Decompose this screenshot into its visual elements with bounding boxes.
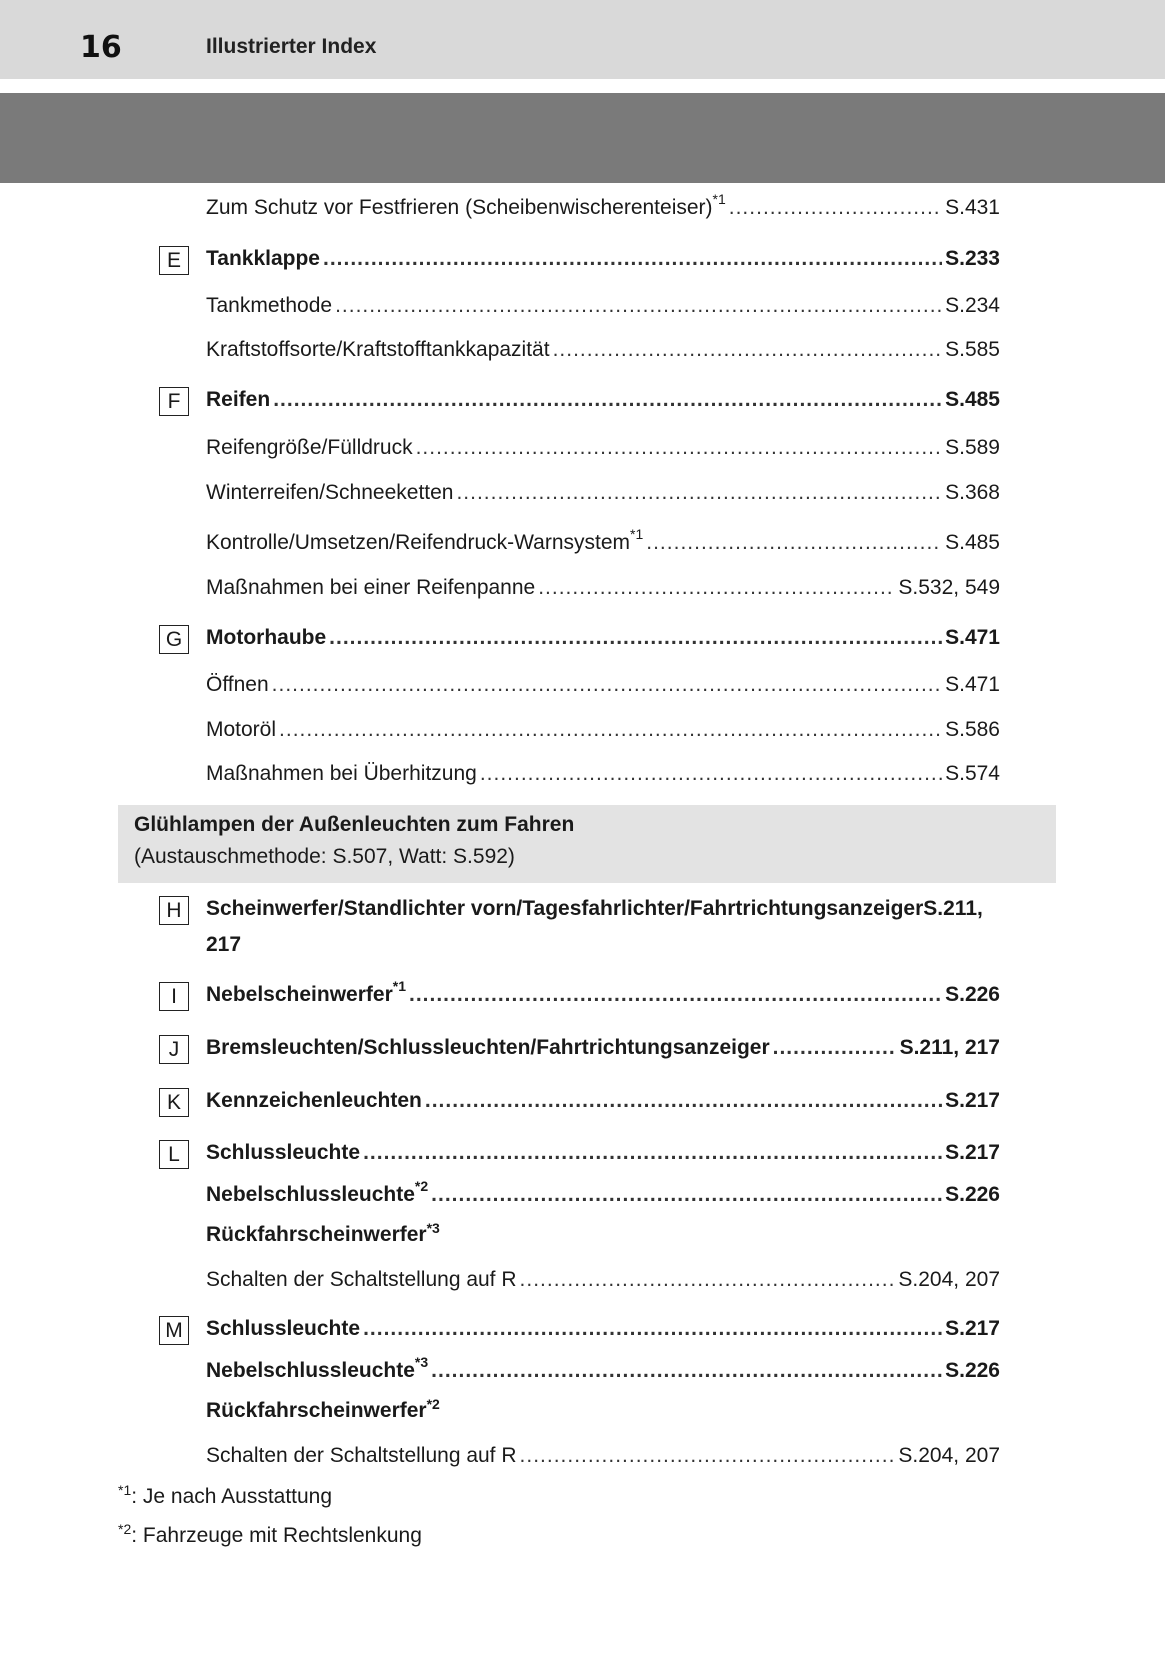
- index-entry-oeffnen[interactable]: [206, 671, 1000, 699]
- page-ref: S.471: [945, 673, 1000, 696]
- index-entry-ueberhitzung[interactable]: [206, 760, 1000, 788]
- entry-label: Tankklappe: [206, 247, 320, 270]
- entry-label: Schalten der Schaltstellung auf R: [206, 1268, 517, 1291]
- page-ref: S.532, 549: [898, 576, 1000, 599]
- letter-marker-e: E: [159, 246, 189, 275]
- entry-label: Schlussleuchte: [206, 1317, 361, 1340]
- entry-label: Motoröl: [206, 718, 277, 741]
- index-entry-kennzeichenleuchten[interactable]: [206, 1087, 1000, 1115]
- index-entry-schaltstellung-m[interactable]: [206, 1442, 1000, 1470]
- leader-dots: [431, 1357, 942, 1385]
- entry-label: Nebelscheinwerfer: [206, 983, 393, 1006]
- entry-label: Kraftstoffsorte/Kraftstofftankkapazität: [206, 338, 550, 361]
- section-subtitle: (Austauschmethode: S.507, Watt: S.592): [134, 845, 515, 868]
- page-ref: S.485: [945, 388, 1000, 411]
- leader-dots: [646, 529, 942, 557]
- footnote-mark: *1: [712, 191, 726, 207]
- index-entry-rueckfahrscheinwerfer-l[interactable]: [206, 1221, 440, 1249]
- entry-label: Zum Schutz vor Festfrieren (Scheibenwischerenteiser): [206, 196, 713, 219]
- entry-label: Schlussleuchte: [206, 1141, 361, 1164]
- section-title: Glühlampen der Außenleuchten zum Fahren: [134, 813, 575, 836]
- leader-dots: [329, 624, 942, 652]
- entry-label: Reifengröße/Fülldruck: [206, 436, 413, 459]
- entry-label: Winterreifen/Schneeketten: [206, 481, 454, 504]
- footnote-mark: *1: [392, 978, 406, 994]
- index-entry-bremsleuchten[interactable]: [206, 1034, 1000, 1062]
- index-entry-reifenpanne[interactable]: [206, 574, 1000, 602]
- leader-dots: [425, 1087, 942, 1115]
- leader-dots: [363, 1315, 942, 1343]
- entry-label: Reifen: [206, 388, 271, 411]
- leader-dots: [538, 574, 895, 602]
- entry-label: Tankmethode: [206, 294, 333, 317]
- leader-dots: [279, 716, 942, 744]
- header-title: Illustrierter Index: [206, 35, 377, 58]
- index-entry-reifendruck-warnsystem[interactable]: [206, 526, 1000, 557]
- footnote-text: : Je nach Ausstattung: [131, 1485, 333, 1508]
- footnote-1: [118, 1483, 332, 1511]
- page-ref: S.585: [945, 338, 1000, 361]
- entry-label: Öffnen: [206, 673, 269, 696]
- entry-label: Bremsleuchten/Schlussleuchten/Fahrtrichtungsanzeiger: [206, 1036, 770, 1059]
- index-entry-motorhaube[interactable]: [206, 624, 1000, 652]
- letter-marker-j: J: [159, 1035, 189, 1064]
- letter-marker-k: K: [159, 1088, 189, 1117]
- leader-dots: [520, 1442, 896, 1470]
- index-entry-nebelschlussleuchte-l[interactable]: [206, 1178, 1000, 1209]
- index-entry-tankmethode[interactable]: [206, 292, 1000, 320]
- letter-marker-g: G: [159, 625, 189, 654]
- leader-dots: [335, 292, 942, 320]
- letter-marker-h: H: [159, 896, 189, 925]
- entry-label: Kennzeichenleuchten: [206, 1089, 422, 1112]
- index-entry-motoroel[interactable]: [206, 716, 1000, 744]
- index-entry-schlussleuchte-m[interactable]: [206, 1315, 1000, 1343]
- footnote-mark: *2: [426, 1396, 440, 1412]
- entry-label: Rückfahrscheinwerfer: [206, 1223, 427, 1246]
- leader-dots: [456, 479, 942, 507]
- footnote-text: : Fahrzeuge mit Rechtslenkung: [131, 1524, 422, 1547]
- index-entry-rueckfahrscheinwerfer-m[interactable]: [206, 1397, 440, 1425]
- letter-marker-f: F: [159, 387, 189, 416]
- page-number: 16: [80, 30, 122, 65]
- letter-marker-l: L: [159, 1140, 189, 1169]
- page-ref: S.368: [945, 481, 1000, 504]
- page-ref: S.471: [945, 626, 1000, 649]
- page-ref: S.485: [945, 531, 1000, 554]
- index-entry-schaltstellung-l[interactable]: [206, 1266, 1000, 1294]
- entry-label: Schalten der Schaltstellung auf R: [206, 1444, 517, 1467]
- page-ref: S.226: [945, 1183, 1000, 1206]
- index-entry-nebelschlussleuchte-m[interactable]: [206, 1354, 1000, 1385]
- page-ref: S.204, 207: [898, 1268, 1000, 1291]
- letter-marker-m: M: [159, 1316, 189, 1345]
- leader-dots: [480, 760, 942, 788]
- leader-dots: [323, 245, 942, 273]
- index-entry-scheinwerfer-cont: 217: [206, 933, 242, 956]
- index-entry-scheinwerfer[interactable]: Scheinwerfer/Standlichter vorn/Tagesfahrlichter/FahrtrichtungsanzeigerS.211,: [206, 897, 983, 920]
- index-entry-nebelscheinwerfer[interactable]: [206, 978, 1000, 1009]
- index-entry-schlussleuchte-l[interactable]: [206, 1139, 1000, 1167]
- page-header: [0, 0, 1165, 79]
- page-ref: S.586: [945, 718, 1000, 741]
- leader-dots: [272, 671, 942, 699]
- footnote-mark: *3: [414, 1354, 429, 1370]
- entry-label: Maßnahmen bei Überhitzung: [206, 762, 477, 785]
- index-entry-reifengroesse[interactable]: [206, 434, 1000, 462]
- page-ref: S.204, 207: [898, 1444, 1000, 1467]
- page-ref: S.211, 217: [899, 1036, 1000, 1059]
- page-ref: S.217: [945, 1141, 1000, 1164]
- footnote-mark: *3: [426, 1220, 440, 1236]
- index-entry-kraftstoffsorte[interactable]: [206, 336, 1000, 364]
- leader-dots: [363, 1139, 942, 1167]
- leader-dots: [773, 1034, 897, 1062]
- leader-dots: [416, 434, 943, 462]
- footnote-mark: *1: [630, 526, 644, 542]
- footnote-marker: *2: [118, 1521, 132, 1537]
- letter-marker-i: I: [159, 982, 189, 1011]
- index-entry-scheibenwischerenteiser[interactable]: [206, 191, 1000, 222]
- page-ref: S.234: [945, 294, 1000, 317]
- page-ref: S.226: [945, 983, 1000, 1006]
- index-entry-reifen[interactable]: [206, 386, 1000, 414]
- page-ref: S.431: [945, 196, 1000, 219]
- page-ref: S.226: [945, 1359, 1000, 1382]
- index-entry-tankklappe[interactable]: [206, 245, 1000, 273]
- leader-dots: [553, 336, 943, 364]
- leader-dots: [273, 386, 942, 414]
- entry-label: Nebelschlussleuchte: [206, 1359, 415, 1382]
- page-ref: S.217: [945, 1089, 1000, 1112]
- page-ref: S.589: [945, 436, 1000, 459]
- entry-label: Nebelschlussleuchte: [206, 1183, 415, 1206]
- gray-band: [0, 93, 1165, 183]
- footnote-marker: *1: [118, 1482, 132, 1498]
- page-ref: S.217: [945, 1317, 1000, 1340]
- leader-dots: [409, 981, 942, 1009]
- footnote-2: [118, 1522, 422, 1550]
- index-entry-winterreifen[interactable]: [206, 479, 1000, 507]
- leader-dots: [729, 194, 942, 222]
- page-ref: S.233: [945, 247, 1000, 270]
- entry-label: Motorhaube: [206, 626, 327, 649]
- entry-label: Rückfahrscheinwerfer: [206, 1399, 427, 1422]
- leader-dots: [520, 1266, 896, 1294]
- entry-label: Maßnahmen bei einer Reifenpanne: [206, 576, 536, 599]
- page-ref: S.574: [945, 762, 1000, 785]
- footnote-mark: *2: [414, 1178, 429, 1194]
- leader-dots: [431, 1181, 942, 1209]
- entry-label: Kontrolle/Umsetzen/Reifendruck-Warnsystem: [206, 531, 631, 554]
